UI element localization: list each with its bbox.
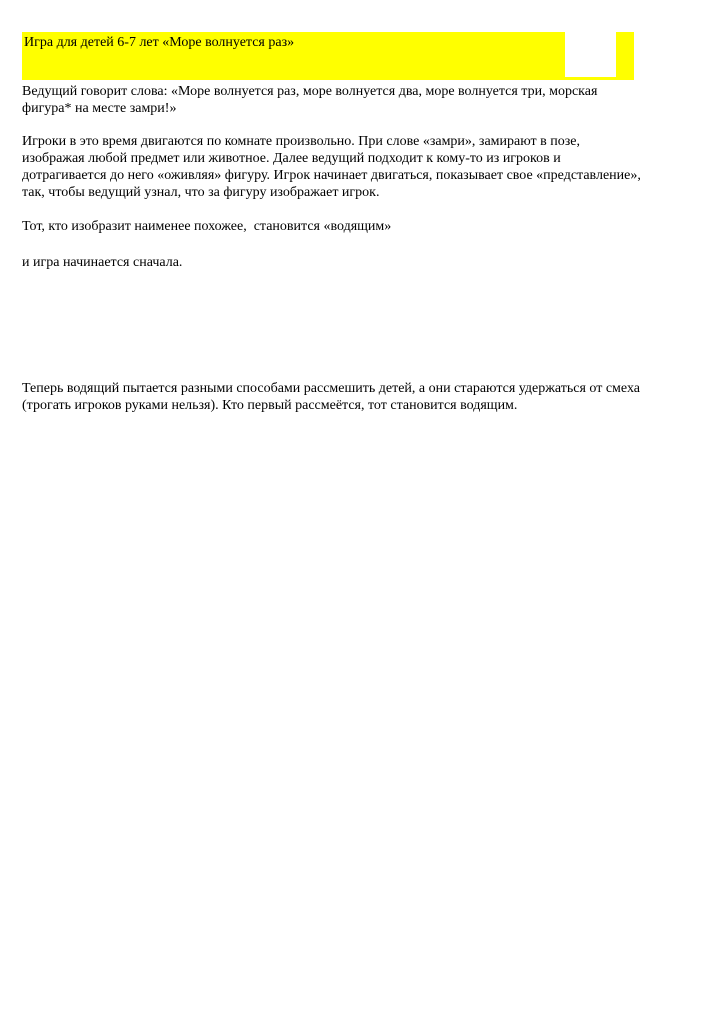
title-highlight	[22, 32, 634, 80]
paragraph-restart: и игра начинается сначала.	[22, 255, 183, 270]
title-highlight-gap	[565, 32, 616, 77]
paragraph-make-laugh: Теперь водящий пытается разными способами рассмешить детей, а они стараются удержаться от смеха (трогать игроков руками нельзя). Кто первый рассмеётся, тот становится водящим.	[22, 381, 640, 413]
paragraph-host-words: Ведущий говорит слова: «Море волнуется раз, море волнуется два, море волнуется три, морская фигура* на месте замри!»	[22, 84, 598, 116]
paragraph-players-freeze: Игроки в это время двигаются по комнате произвольно. При слове «замри», замирают в позе, изображая любой предмет или животное. Далее ведущий подходит к кому-то из игроков и дотрагивается до него «оживляя» фигуру. Игрок начинает двигаться, показывает свое «представление», так, чтобы ведущий узнал, что за фигуру изображает игрок.	[22, 134, 641, 200]
document-title: Игра для детей 6-7 лет «Море волнуется раз»	[24, 35, 295, 50]
paragraph-new-leader: Тот, кто изобразит наименее похожее, становится «водящим»	[22, 219, 392, 234]
